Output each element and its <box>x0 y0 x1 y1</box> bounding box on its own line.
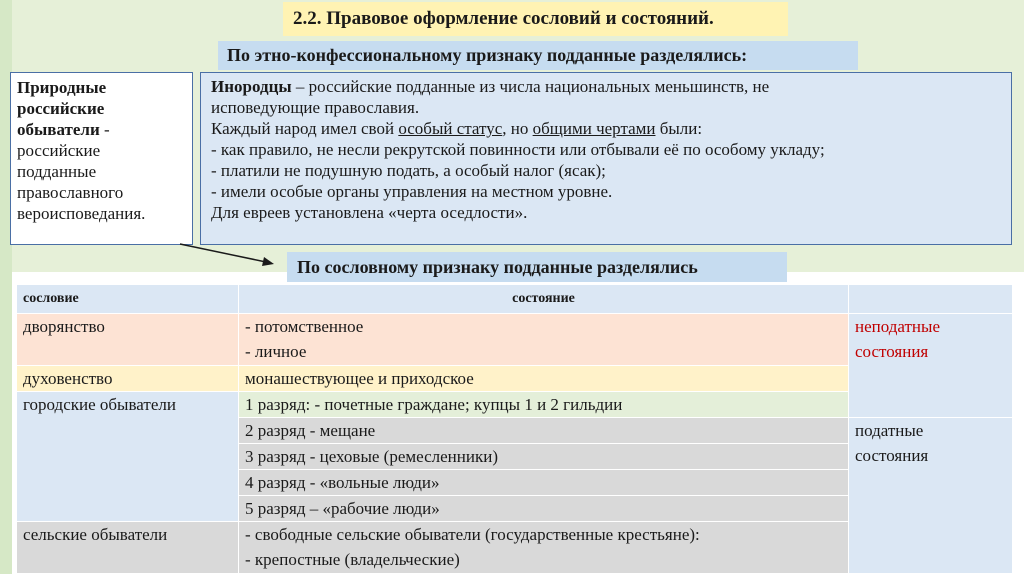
taxable-line-1: податные <box>855 421 924 440</box>
non-taxable-line-2: состояния <box>855 342 929 361</box>
estate-header: По сословному признаку подданные разделялись <box>287 252 787 282</box>
estate-townsfolk: городские обыватели <box>17 392 239 522</box>
nobility-states <box>239 314 849 366</box>
rural-serfs: - крепостные (владельческие) <box>245 550 460 569</box>
townsfolk-rank-2: 2 разряд - мещане <box>239 418 849 444</box>
natives-title-line-3: обыватели <box>17 120 100 139</box>
townsfolk-rank-1: 1 разряд: - почетные граждане; купцы 1 и 2 гильдии <box>239 392 849 418</box>
inorodtsy-feature-2: - платили не подушную подать, а особый налог (ясак); <box>211 161 606 180</box>
natives-text-line-3: православного <box>17 183 124 202</box>
nobility-personal: - личное <box>245 342 307 361</box>
natives-box <box>10 72 193 245</box>
townsfolk-rank-4: 4 разряд - «вольные люди» <box>239 470 849 496</box>
rural-states <box>239 522 849 574</box>
estates-table <box>16 284 1013 574</box>
inorodtsy-feature-1: - как правило, не несли рекрутской повинности или отбывали её по особому укладу; <box>211 140 825 159</box>
inorodtsy-term: Инородцы <box>211 77 292 96</box>
inorodtsy-feature-3: - имели особые органы управления на местном уровне. <box>211 182 613 201</box>
natives-text-line-4: вероисповедания. <box>17 204 146 223</box>
inorodtsy-line-2: исповедующие православия. <box>211 98 420 117</box>
townsfolk-rank-5: 5 разряд – «рабочие люди» <box>239 496 849 522</box>
estate-rural: сельские обыватели <box>17 522 239 574</box>
header-state: состояние <box>239 285 849 314</box>
inorodtsy-line-3a: Каждый народ имел свой <box>211 119 399 138</box>
townsfolk-rank-3: 3 разряд - цеховые (ремесленники) <box>239 444 849 470</box>
natives-text-line-1: российские <box>17 141 101 160</box>
inorodtsy-definition: – российские подданные из числа национальных меньшинств, не <box>291 77 770 96</box>
inorodtsy-box <box>200 72 1012 245</box>
non-taxable-line-1: неподатные <box>855 317 940 336</box>
common-features-term: общими чертами <box>532 119 656 138</box>
inorodtsy-line-3b: , но <box>502 119 533 138</box>
natives-dash: - <box>99 120 110 139</box>
slide-title: 2.2. Правовое оформление сословий и состояний. <box>283 2 788 36</box>
taxable-cell <box>849 418 1013 574</box>
taxable-line-2: состояния <box>855 446 929 465</box>
ethno-confessional-header: По этно-конфессиональному признаку подданные разделялись: <box>218 41 858 70</box>
table-row <box>17 314 1013 366</box>
natives-title-line-2: российские <box>17 99 105 118</box>
table-header-row <box>17 285 1013 314</box>
jewish-pale-line: Для евреев установлена «черта оседлости». <box>211 203 528 222</box>
arrow-icon <box>180 242 280 268</box>
inorodtsy-line-3c: были: <box>655 119 703 138</box>
natives-text-line-2: подданные <box>17 162 97 181</box>
nobility-hereditary: - потомственное <box>245 317 364 336</box>
estate-clergy: духовенство <box>17 366 239 392</box>
natives-title-line-1: Природные <box>17 78 107 97</box>
special-status-term: особый статус <box>398 119 503 138</box>
header-estate: сословие <box>17 285 239 314</box>
header-empty <box>849 285 1013 314</box>
rural-free: - свободные сельские обыватели (государственные крестьяне): <box>245 525 700 544</box>
estate-nobility: дворянство <box>17 314 239 366</box>
clergy-state: монашествующее и приходское <box>239 366 849 392</box>
non-taxable-cell <box>849 314 1013 418</box>
